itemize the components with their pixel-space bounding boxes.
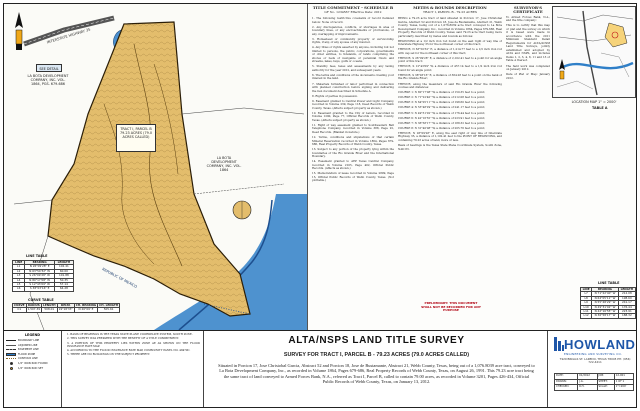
title-info-grid — [554, 373, 634, 391]
survey-subtitle: SURVEY FOR TRACT I, PARCEL B - 79.23 ACRES (79.0 ACRES CALLED) — [283, 352, 470, 358]
title-grid-cell: SCALE: — [597, 385, 614, 391]
detail-key: SEE DETAIL — [36, 64, 62, 72]
legend-label: CONTOUR LINE — [18, 357, 38, 361]
metes-bounds-item: Basis of bearings is the Texas State Plane Coordinate System, South Zone, NAD 83. — [398, 143, 502, 151]
certificate-item: Date of Plat or Map: January 2012. — [506, 72, 550, 80]
line-table-cell: L4 — [13, 278, 25, 282]
curve-table-cell: 505.61 — [98, 308, 120, 312]
schedule-b-notes — [312, 6, 394, 324]
line-table-cell: 60.00 — [54, 269, 73, 273]
right-line-table-cell: 223.91 — [618, 310, 635, 314]
title-grid-cell: CHECKED: — [555, 385, 578, 391]
legend-title: LEGEND — [24, 333, 41, 337]
title-grid-cell: SHEET: — [597, 379, 614, 385]
right-line-table-row — [581, 314, 636, 318]
right-line-table-cell: 241.17 — [618, 301, 635, 305]
legend-item — [6, 339, 59, 342]
legend-label: 1/2" IRON ROD SET — [18, 366, 44, 370]
schedule-b-item: 6. The terms and conditions of the documents creating your interest in the land. — [312, 72, 394, 81]
metes-bounds-item: THENCE, N 63°50'32" E, a distance of 1,214.77 feet to a 1/2 inch iron rod with cap set for the northeast corner of this tract; — [398, 47, 502, 55]
preliminary-stamp: PRELIMINARY: THIS DOCUMENT SHALL NOT BE RECORDED FOR ANY PURPOSE — [421, 301, 481, 313]
metes-bounds-item: BEING a 79.23 acre tract of land situated in Porcion 17, Jose Christobal Garcia, Abstract 52 and Porcion 18, Jose de Bustamante, Abstract 21, Webb County, Texas, being out of a 1,076.8039 acre tract conveyed to La Bota Development Company, Inc., recorded in Volume 1864, Pages 679-686, Real Property Records of Webb County, Texas; said 79.23 acre tract being more particularly described by metes and bounds as follows: — [398, 16, 502, 38]
title-grid-cell: J.G. — [578, 379, 597, 385]
metes-bounds-item: THENCE, N 26°09'28" E, along the east right of way line of Interstate Highway 35, a distance of 1,102.41 feet to the POINT OF BEGINNING, and containing 79.23 acres of land, more or less. — [398, 130, 502, 142]
right-line-table-header-cell: LENGTH — [618, 288, 635, 292]
adjoiner-east: LA BOTA DEVELOPMENT COMPANY, INC. VOL. 1864 — [206, 156, 242, 172]
curve-table-header-cell: LENGTH — [43, 303, 56, 307]
legend-line-icon — [6, 349, 16, 350]
legend-list — [6, 339, 59, 370]
curve-table-row — [13, 308, 120, 312]
right-line-table-cell: L9 — [581, 301, 592, 305]
map-panel — [4, 4, 308, 330]
metes-bounds-item: COURSE 5: N 49°31'02" W, a distance of 176.44 feet to a point; — [398, 110, 485, 115]
river-label: REPUBLIC OF MEXICO — [101, 267, 138, 289]
certificate-item: The field work was completed on January 2012. — [506, 63, 550, 71]
line-table-header-cell: LINE — [13, 261, 25, 265]
curve-table-header-cell: CH. LENGTH — [99, 303, 119, 307]
legend-item — [6, 353, 59, 356]
metes-bounds-item: COURSE 8: N 31°40'08" W, a distance of 205.76 feet to a point; — [398, 125, 485, 130]
road-label: INTERSTATE HIGHWAY 35 — [46, 27, 91, 45]
metes-bounds-title: METES & BOUNDS DESCRIPTION — [413, 6, 487, 10]
right-line-table-cell: N 55°48'29" W — [592, 301, 618, 305]
legend-label: 1/2" IRON ROD FOUND — [18, 361, 48, 365]
schedule-b-item: 1. The following restrictive covenants of record itemized below: None of record. — [312, 16, 394, 24]
metes-bounds-item: THENCE, S 12°43'09" W, a distance of 457.14 feet to a 1/2 inch iron rod found for an angle point; — [398, 64, 502, 72]
schedule-b-item: 12. Terms, conditions and stipulations of that certain Mineral Reservation recorded in Volume 1864, Pages 679-686, Real Property Records of Webb County, Texas. — [312, 135, 394, 147]
legend-item — [6, 348, 59, 351]
line-table-cell: S 38°03'16" E — [25, 287, 54, 291]
company-address: 7929 BRIGGS ST. LAREDO, TEXAS 78045 PH: (956) 722-4411 — [559, 357, 631, 365]
metes-bounds-item: BEGINNING at a 1/2 inch iron rod found on the east right of way line of Interstate Highway 35 for the northwest corner of this tract; — [398, 38, 502, 47]
metes-bounds-item: COURSE 7: N 36°58'17" W, a distance of 188.32 feet to a point; — [398, 120, 485, 125]
title-grid-cell: 1 OF 1 — [614, 379, 633, 385]
curve-table-cell: N 26°09' E — [74, 308, 97, 312]
right-line-table-cell: 198.60 — [618, 296, 635, 300]
certificate-list — [506, 16, 550, 80]
metes-bounds-list — [398, 17, 502, 151]
curve-table-header-cell: RADIUS — [27, 303, 40, 307]
right-line-table-header-cell: BEARING — [592, 288, 618, 292]
schedule-b-item: 9. Easement granted to Central Power and Light Company, recorded in Volume 239, Page 118, Deed Records of Webb County, Texas. (Affects subject property as shown.) — [312, 98, 394, 110]
line-table — [12, 260, 74, 292]
schedule-b-item: 13. Subject to any portion of the property lying within the boundaries of the Rio Grande River and the International Boundary. — [312, 147, 394, 159]
schedule-b-item: 7. Materials furnished or labor performed in connection with planned construction before signing and delivering the lien document described in Schedule A. — [312, 81, 394, 93]
vicinity-north-arrow-icon — [556, 58, 568, 84]
metes-bounds-item: COURSE 4: N 55°48'29" W, a distance of 241.17 feet to a point; — [398, 105, 485, 110]
title-grid-cell: 01/2012 — [578, 374, 597, 380]
legend-line-icon — [6, 345, 16, 346]
certificate-item: To Armed Forces Bank, N.A., and the title company: — [506, 14, 550, 23]
legend-swatch-icon — [6, 353, 16, 356]
right-line-table-cell: L12 — [581, 314, 592, 318]
schedule-b-item: 2. Any discrepancies, conflicts, or shortages in area or boundary lines, or any encroachments or protrusions, or any overlapping of improvements. — [312, 24, 394, 36]
curve-table-cell: 508.01 — [42, 308, 58, 312]
metes-bounds-notes — [398, 6, 502, 324]
metes-bounds-item: COURSE 2: N 71°22'40" W, a distance of 212.08 feet to a point; — [398, 95, 485, 100]
line-table-cell: L3 — [13, 274, 25, 278]
right-line-table-cell: N 36°58'17" W — [592, 314, 618, 318]
right-line-table-cell: 188.32 — [618, 314, 635, 318]
right-line-table-cell: N 49°31'02" W — [592, 305, 618, 309]
curve-table — [12, 303, 120, 313]
metes-bounds-item: COURSE 6: N 42°16'55" W, a distance of 223.91 feet to a point; — [398, 115, 485, 120]
schedule-b-subtitle: GF No. 1234567 Effective Date: 2012 — [324, 10, 382, 15]
legend-item — [6, 362, 59, 365]
title-grid-cell: DRAWN: — [555, 379, 578, 385]
line-table-row — [13, 287, 74, 291]
line-table-cell: L6 — [13, 287, 25, 291]
legend — [4, 331, 62, 408]
right-line-table-cell: L8 — [581, 296, 592, 300]
line-table-cell: L5 — [13, 283, 25, 287]
line-table-cell: 101.88 — [54, 274, 73, 278]
right-line-table-cell: L10 — [581, 305, 592, 309]
title-grid-row — [555, 385, 634, 391]
general-note-item: 1. BASIS OF BEARINGS IS THE TEXAS STATE PLANE COORDINATE SYSTEM, SOUTH ZONE. — [67, 333, 193, 336]
line-table-cell: S 26°09'28" W — [25, 274, 54, 278]
line-table-caption: LINE TABLE — [26, 254, 48, 258]
line-table-cell: 102.41 — [54, 265, 73, 269]
schedule-b-item: 15. Memorandum of lease recorded in Volume 2899, Page 15, Official Public Records of Webb County, Texas. (Not plottable.) — [312, 171, 394, 183]
schedule-b-item: 10. Easement granted to the City of Laredo, recorded in Volume 1290, Page 77, Official Records of Webb County, Texas. (Affects subject property as shown.) — [312, 110, 394, 122]
general-note-item: 2. THIS SURVEY WAS PREPARED WITH THE BENEFIT OF A TITLE COMMITMENT. — [67, 337, 179, 341]
right-line-table — [580, 287, 636, 319]
certificate-title: SURVEYOR'S CERTIFICATE — [513, 6, 543, 15]
company-block — [550, 331, 637, 408]
line-table-cell: N 63°50'32" W — [25, 269, 54, 273]
schedule-b-item: 4. Any titles or rights asserted by anyone, including but not limited to persons, the public, corporations, governments or other entities, to tidelands, or lands comprising the shores or beds of navigable or perennial rivers and streams, lakes, bays, gulfs or oceans. — [312, 45, 394, 64]
curve-table-caption: CURVE TABLE — [28, 298, 54, 302]
right-line-table-cell: N 42°16'55" W — [592, 310, 618, 314]
schedule-b-item: 11. Right of way easement granted to Southwestern Bell Telephone Company, recorded in Volume 388, Page 91, Deed Records. (Blanket in nature.) — [312, 122, 394, 134]
adjoiner-northwest: LA BOTA DEVELOPMENT COMPANY, INC. VOL. 1864, PGS. 679-686 — [27, 74, 69, 86]
general-notes-list — [67, 333, 200, 357]
curve-table-header-cell: DELTA — [57, 304, 74, 308]
right-line-table-cell: 212.08 — [618, 292, 635, 296]
line-table-header-cell: BEARING — [25, 261, 54, 265]
survey-sheet — [3, 3, 637, 408]
vicinity-label: LOCATION MAP 1" = 2000' — [571, 100, 617, 104]
general-note-item: 5. THERE ARE NO BUILDINGS ON THE SUBJECT PROPERTY. — [67, 353, 151, 357]
company-name: HOWLAND — [564, 337, 636, 352]
right-line-table-cell: N 71°22'40" W — [592, 292, 618, 296]
legend-label: ADJOINER LINE — [18, 343, 38, 347]
right-line-table-cell: L7 — [581, 292, 592, 296]
title-strip — [4, 330, 637, 408]
legend-line-icon — [6, 340, 16, 341]
title-grid-cell: 1"=200' — [614, 385, 633, 391]
schedule-b-item: 3. Homestead or community property or survivorship rights, if any, of any spouse of any insured. — [312, 36, 394, 45]
right-line-table-cell: N 64°05'11" W — [592, 296, 618, 300]
curve-table-cell: C1 — [13, 308, 27, 312]
title-grid-cell: R.H. — [578, 385, 597, 391]
legend-marker-icon — [10, 367, 13, 370]
title-grid-cell: JOB: — [597, 374, 614, 380]
title-grid-cell: 12-001 — [614, 374, 633, 380]
right-line-table-header-cell: LINE — [581, 288, 592, 292]
right-line-table-cell: 176.44 — [618, 305, 635, 309]
tract-label: TRACT I, PARCEL B 79.23 ACRES (79.0 ACRES CALLED) — [116, 124, 156, 152]
metes-bounds-subtitle: TRACT I, PARCEL B - 79.23 ACRES — [422, 10, 477, 15]
line-table-cell: L2 — [13, 269, 25, 273]
metes-bounds-item: THENCE, S 38°03'16" E, a distance of 364.28 feet to a point on the bank of the Rio Grande River; — [398, 72, 502, 81]
legend-item — [6, 367, 59, 370]
metes-bounds-item: THENCE, along the meanders of said Rio Grande River the following courses and distances: — [398, 81, 502, 90]
curve-table-header-cell: CH. BEARING — [75, 303, 97, 307]
line-table-cell: N 80°17'08" W — [25, 278, 54, 282]
general-notes — [64, 331, 204, 408]
interstate — [24, 18, 114, 44]
curve-table-cell: 1,507.39 — [27, 307, 41, 312]
vicinity-map — [552, 6, 636, 98]
company-logo-icon — [554, 337, 564, 351]
survey-title: ALTA/NSPS LAND TITLE SURVEY — [288, 335, 465, 346]
legend-label: BOUNDARY LINE — [18, 339, 40, 342]
schedule-b-list — [312, 17, 394, 183]
company-tagline: ENGINEERING AND SURVEYING CO. — [564, 352, 623, 356]
curve-table-header-cell: CURVE — [14, 303, 25, 307]
right-table-caption: LINE TABLE — [598, 281, 620, 285]
certificate-notes — [506, 6, 550, 324]
general-note-item: 3. A PORTION OF THIS PROPERTY LIES WITHIN ZONE AE AS SHOWN ON THE FLOOD INSURANCE RATE MAP. — [67, 341, 200, 348]
legend-marker-icon — [10, 362, 13, 365]
north-arrow-icon — [8, 10, 30, 54]
schedule-b-item: 8. Rights of parties in possession. — [312, 93, 358, 98]
curve-table-cell: 19°18'33" — [58, 307, 73, 312]
right-line-table-cell: L11 — [581, 310, 592, 314]
line-table-cell: 57.14 — [54, 283, 73, 287]
table-a-title: TABLE A — [592, 106, 608, 110]
metes-bounds-item: THENCE, S 26°09'28" E, a distance of 2,102.41 feet to a point for an angle point of this tract; — [398, 55, 502, 64]
title-block — [206, 331, 548, 408]
schedule-b-item: 5. Standby fees, taxes and assessments by any taxing authority for the year 2012, and subsequent years. — [312, 64, 394, 72]
line-table-cell: 64.28 — [54, 287, 73, 291]
line-table-cell: L1 — [13, 265, 25, 269]
title-grid-cell: DATE: — [555, 374, 578, 380]
certificate-item: This is to certify that this map or plat and the survey on which it is based were made in accordance with the 2011 Minimum Standard Detail Requirements for ALTA/ACSM Land Title Surveys, jointly established and adopted by ALTA and NSPS, and includes Items 1, 2, 3, 4, 8, 11 and 13 of Table A thereof. — [506, 23, 550, 63]
survey-description: Situated in Porcion 17, Jose Christobal Garcia, Abstract 52 and Porcion 18, Jose de Bustamante, Abstract 21, Webb County, Texas, being out of a 1,076.8039 acre tract, conveyed to La Bota Development Company, Inc., as recorded in Volume 1864, Pages 679-686, Real Property Records of Webb County, Texas, on August 26, 1991. This 79.23 acre tract being the same tract of land conveyed to Armed Forces Bank, N.A., referred as Tract I, Parcel B, called to contain 79.00 acres, as recorded in Volume 3201, Pages 426-434, Official Public Records of Webb County, Texas, on January 13, 2012. — [218, 363, 535, 385]
general-note-item: 4. ACCORDING TO THE FLOOD INSURANCE RATE MAP, COMMUNITY PANEL NO. 48479C. — [67, 349, 191, 353]
legend-label: EASEMENT LINE — [18, 348, 39, 352]
legend-line-icon — [6, 358, 16, 359]
line-table-cell: S 12°43'09" W — [25, 283, 54, 287]
schedule-b-title: TITLE COMMITMENT - SCHEDULE B — [312, 6, 394, 10]
metes-bounds-item: COURSE 1: N 80°17'08" W, a distance of 150.35 feet to a point; — [398, 90, 485, 95]
line-table-cell: 50.35 — [54, 278, 73, 282]
legend-item — [6, 344, 59, 347]
line-table-header-cell: LENGTH — [54, 261, 73, 265]
legend-item — [6, 357, 59, 360]
legend-label: FLOOD ZONE — [18, 352, 36, 356]
metes-bounds-item: COURSE 3: N 64°05'11" W, a distance of 198.60 feet to a point; — [398, 100, 485, 105]
schedule-b-item: 14. Easement granted to AEP Texas Central Company, recorded in Volume 2105, Page 402, Official Public Records. (Affects as shown.) — [312, 159, 394, 171]
line-table-cell: N 26°09'28" E — [25, 265, 54, 269]
